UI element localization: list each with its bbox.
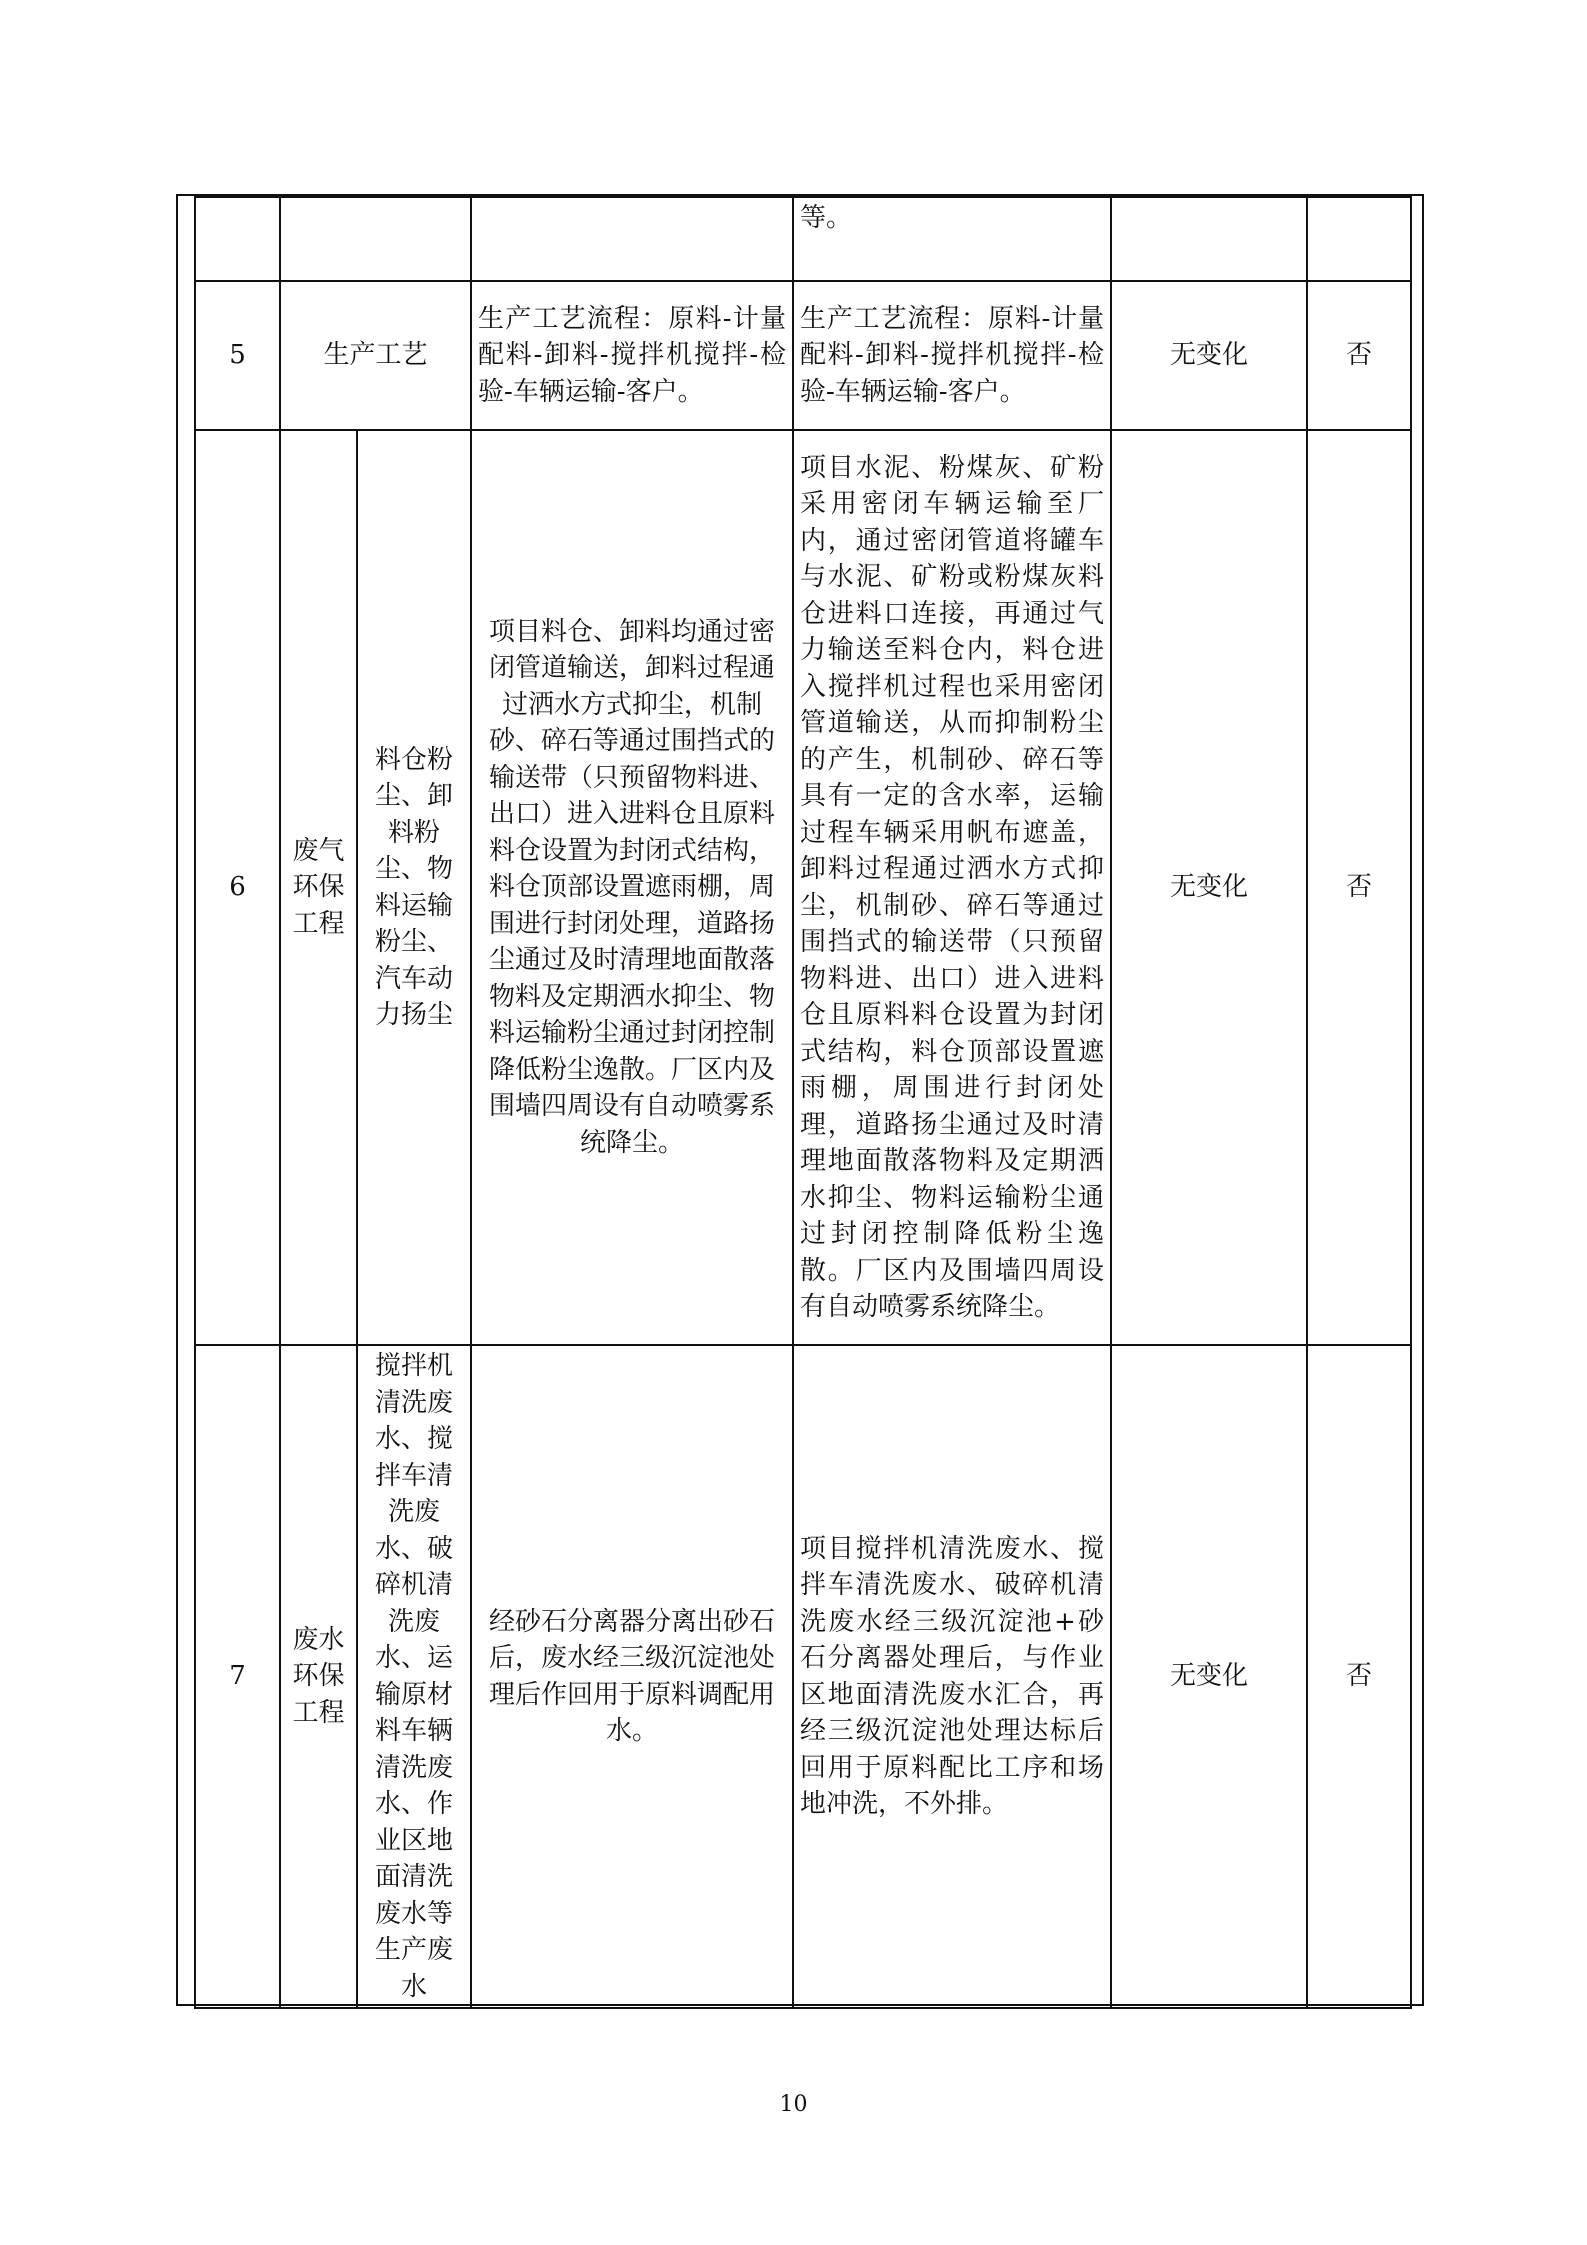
cell-change — [1111, 197, 1307, 281]
table-row — [195, 1345, 1411, 2008]
cell-change: 无变化 — [1111, 1345, 1307, 2008]
cell-eia: 经砂石分离器分离出砂石后，废水经三级沉淀池处理后作回用于原料调配用水。 — [471, 1345, 793, 2008]
table-row — [195, 430, 1411, 1345]
cell-current: 等。 — [793, 197, 1111, 281]
cell-item: 生产工艺 — [280, 281, 471, 430]
table-row — [195, 281, 1411, 430]
cell-eia — [471, 197, 793, 281]
cell-pollutant: 搅拌机清洗废水、搅拌车清洗废水、破碎机清洗废水、运输原材料车辆清洗废水、作业区地面清洗废水等生产废水 — [357, 1345, 471, 2008]
cell-eia: 生产工艺流程：原料-计量配料-卸料-搅拌机搅拌-检验-车辆运输-客户。 — [471, 281, 793, 430]
cell-no: 6 — [195, 430, 280, 1345]
comparison-table — [194, 196, 1412, 2009]
cell-major: 否 — [1307, 1345, 1411, 2008]
cell-major: 否 — [1307, 281, 1411, 430]
cell-item — [280, 197, 471, 281]
cell-eia: 项目料仓、卸料均通过密闭管道输送，卸料过程通过洒水方式抑尘，机制砂、碎石等通过围挡式的输送带（只预留物料进、出口）进入进料仓且原料料仓设置为封闭式结构，料仓顶部设置遮雨棚，周围进行封闭处理，道路扬尘通过及时清理地面散落物料及定期洒水抑尘、物料运输粉尘通过封闭控制降低粉尘逸散。厂区内及围墙四周设有自动喷雾系统降尘。 — [471, 430, 793, 1345]
cell-no: 5 — [195, 281, 280, 430]
cell-pollutant: 料仓粉尘、卸料粉尘、物料运输粉尘、汽车动力扬尘 — [357, 430, 471, 1345]
page-number: 10 — [779, 2092, 808, 2117]
cell-category: 废水环保工程 — [280, 1345, 357, 2008]
cell-change: 无变化 — [1111, 281, 1307, 430]
cell-major: 否 — [1307, 430, 1411, 1345]
cell-no — [195, 197, 280, 281]
cell-no: 7 — [195, 1345, 280, 2008]
cell-current: 生产工艺流程：原料-计量配料-卸料-搅拌机搅拌-检验-车辆运输-客户。 — [793, 281, 1111, 430]
cell-category: 废气环保工程 — [280, 430, 357, 1345]
cell-current: 项目水泥、粉煤灰、矿粉采用密闭车辆运输至厂内，通过密闭管道将罐车与水泥、矿粉或粉煤灰料仓进料口连接，再通过气力输送至料仓内，料仓进入搅拌机过程也采用密闭管道输送，从而抑制粉尘的产生，机制砂、碎石等具有一定的含水率，运输过程车辆采用帆布遮盖，卸料过程通过洒水方式抑尘，机制砂、碎石等通过围挡式的输送带（只预留物料进、出口）进入进料仓且原料料仓设置为封闭式结构，料仓顶部设置遮雨棚，周围进行封闭处理，道路扬尘通过及时清理地面散落物料及定期洒水抑尘、物料运输粉尘通过封闭控制降低粉尘逸散。厂区内及围墙四周设有自动喷雾系统降尘。 — [793, 430, 1111, 1345]
cell-current: 项目搅拌机清洗废水、搅拌车清洗废水、破碎机清洗废水经三级沉淀池+砂石分离器处理后，与作业区地面清洗废水汇合，再经三级沉淀池处理达标后回用于原料配比工序和场地冲洗，不外排。 — [793, 1345, 1111, 2008]
table-row — [195, 197, 1411, 281]
cell-change: 无变化 — [1111, 430, 1307, 1345]
cell-major — [1307, 197, 1411, 281]
